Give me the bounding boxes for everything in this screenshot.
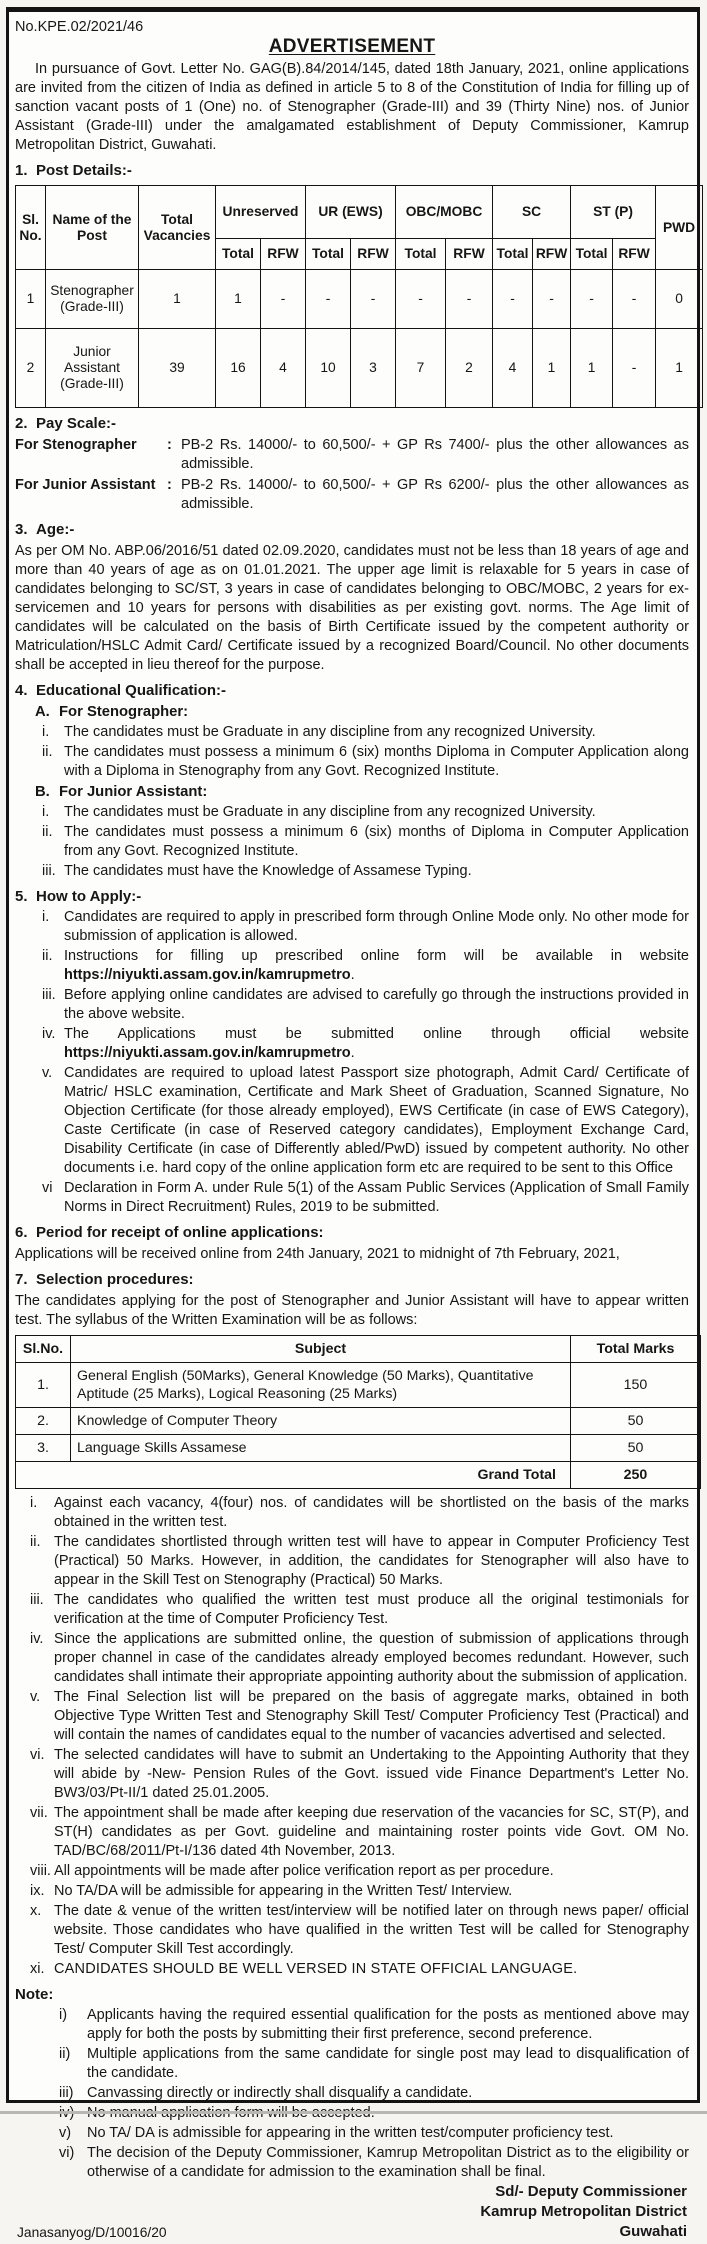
grand-total-value: 250 — [571, 1462, 701, 1489]
cell-value: 16 — [216, 329, 261, 408]
section-number: 6. — [15, 1224, 28, 1241]
col-group-sc: SC — [493, 186, 571, 239]
list-text: CANDIDATES SHOULD BE WELL VERSED IN STATE OFFICIAL LANGUAGE. — [54, 1961, 578, 1977]
list-text: The Applications must be submitted online through official website https://niyukti.assam.gov.in/kamrupmetro. — [64, 1026, 689, 1061]
list-text: Against each vacancy, 4(four) nos. of candidates will be shortlisted on the basis of the marks obtained in the written test. — [54, 1495, 689, 1530]
col-header-vacancies: Total Vacancies — [139, 186, 216, 270]
list-item — [15, 1804, 689, 1861]
col-header-sl-no: Sl. No. — [16, 186, 46, 270]
list-item — [15, 1533, 689, 1590]
list-item — [15, 1630, 689, 1687]
section-number: 4. — [15, 682, 28, 699]
cell-value: - — [446, 270, 493, 329]
list-item — [15, 1064, 689, 1178]
advertisement-document — [6, 7, 700, 2240]
list-text: The candidates must possess a minimum 6 (six) months of Diploma in Computer Application from any Govt. Recognized Institute. — [64, 824, 689, 859]
cell-value: 1 — [533, 329, 571, 408]
subsection-heading-text: For Junior Assistant: — [59, 784, 208, 800]
list-marker: vi — [42, 1180, 53, 1196]
syllabus-table — [15, 1335, 701, 1489]
section-heading — [15, 414, 689, 434]
list-item — [15, 803, 689, 822]
subsection-marker: B. — [35, 784, 50, 800]
table-row — [16, 270, 703, 329]
list-text: Declaration in Form A. under Rule 5(1) of the Assam Public Services (Application of Small Family Norms in Direct Recruitment) Rules, 2019 to be submitted. — [64, 1180, 689, 1215]
cell-value: 4 — [493, 329, 533, 408]
cell-sl: 2 — [16, 329, 46, 408]
list-item — [15, 908, 689, 946]
pay-label: For Stenographer — [15, 437, 137, 453]
section-heading-text: Selection procedures: — [36, 1271, 194, 1288]
cell-subject: Language Skills Assamese — [71, 1435, 571, 1462]
list-marker: vi. — [30, 1747, 45, 1763]
list-text: The date & venue of the written test/interview will be notified later on through news paper/ official website. Those candidates who have qualified in the written Test will be called for Stenography Test/ Computer Skill Test accordingly. — [54, 1903, 689, 1957]
age-paragraph: As per OM No. ABP.06/2016/51 dated 02.09.2020, candidates must not be less than 18 years of age and more than 40 years of age as on 01.01.2021. The upper age limit is relaxable for 5 years in case of candidates belonging to SC/ST, 3 years in case of candidates belonging to OBC/MOBC, 2 years for ex-servicemen and 10 years for persons with disabilities as per existing govt. norms. The Age limit of candidates will be calculated on the basis of Birth Certificate issued by the competent authority or Matriculation/HSLC Admit Card/ Certificate issued by a recognized Board/Council. No other documents shall be accepted in lieu thereof for the purpose. — [15, 543, 689, 673]
sub-header-total: Total — [396, 239, 446, 270]
list-item — [15, 2084, 689, 2103]
table-row — [16, 1363, 701, 1408]
pay-scale-row — [15, 476, 689, 514]
sub-header-total: Total — [493, 239, 533, 270]
list-marker: i. — [42, 909, 50, 925]
cell-sl: 2. — [16, 1408, 71, 1435]
press-reference: Janasanyog/D/10016/20 — [17, 2225, 167, 2240]
col-header-subject: Subject — [71, 1336, 571, 1363]
list-item — [15, 743, 689, 781]
list-item — [15, 986, 689, 1024]
list-item — [15, 2006, 689, 2044]
section-heading-text: How to Apply:- — [36, 888, 142, 905]
document-footer — [15, 2182, 689, 2244]
list-marker: i) — [59, 2007, 68, 2023]
cell-marks: 50 — [571, 1408, 701, 1435]
list-marker: v) — [59, 2125, 72, 2141]
cell-subject: General English (50Marks), General Knowledge (50 Marks), Quantitative Aptitude (25 Marks), Logical Reasoning (25 Marks) — [71, 1363, 571, 1408]
list-marker: vii. — [30, 1805, 48, 1821]
list-item — [15, 1688, 689, 1745]
signature-line: Guwahati — [619, 2223, 687, 2240]
pay-value: PB-2 Rs. 14000/- to 60,500/- + GP Rs 6200/- plus the other allowances as admissible. — [181, 477, 689, 512]
list-text: The candidates must possess a minimum 6 (six) months Diploma in Computer Application along with a Diploma in Stenography from any Govt. Recognized Institute. — [64, 744, 689, 779]
cell-value: 1 — [571, 329, 613, 408]
list-item — [15, 1591, 689, 1629]
col-group-st-p: ST (P) — [571, 186, 656, 239]
intro-paragraph: In pursuance of Govt. Letter No. GAG(B).84/2014/145, dated 18th January, 2021, online applications are invited from the citizen of India as defined in article 5 to 8 of the Constitution of India for filling up of sanction vacant posts of 1 (One) no. of Stenographer (Grade-III) and 39 (Thirty Nine) nos. of Junior Assistant (Grade-III) under the amalgamated establishment of Deputy Commissioner, Kamrup Metropolitan District, Guwahati. — [15, 61, 689, 153]
cell-vacancies: 1 — [139, 270, 216, 329]
cell-value: - — [306, 270, 351, 329]
signature-line: Kamrup Metropolitan District — [480, 2203, 687, 2220]
list-text: No TA/ DA is admissible for appearing in the written test/computer proficiency test. — [87, 2125, 614, 2141]
cell-pwd: 0 — [656, 270, 703, 329]
list-marker: iii) — [59, 2085, 74, 2101]
section-number: 5. — [15, 888, 28, 905]
list-text: The candidates must be Graduate in any discipline from any recognized University. — [64, 724, 596, 740]
subsection-stenographer — [35, 702, 689, 722]
pay-colon: : — [167, 477, 172, 493]
list-item — [15, 2124, 689, 2143]
list-text: Before applying online candidates are advised to carefully go through the instructions provided in the above website. — [64, 987, 689, 1022]
cell-sl: 1 — [16, 270, 46, 329]
cell-value: 3 — [351, 329, 396, 408]
list-text: Candidates are required to upload latest Passport size photograph, Admit Card/ Certificate of Matric/ HSLC examination, Certificate and Mark Sheet of Graduation, Scanned Signature, No Objection Certificate (for those already employed), EWS Certificate (in case of EWS Category), Caste Certificate (in case of Reserved category candidates), Employment Exchange Card, Disability Certificate (in case of Differently abled/PwD) issued by competent authority. No other documents i.e. hard copy of the online application form etc are required to be sent to this Office — [64, 1065, 689, 1176]
section-period — [15, 1223, 689, 1264]
section-heading — [15, 161, 689, 181]
list-marker: viii. — [30, 1863, 51, 1879]
list-item — [15, 947, 689, 985]
list-item — [15, 2144, 689, 2182]
cell-value: - — [261, 270, 306, 329]
section-pay-scale — [15, 414, 689, 514]
sub-header-rfw: RFW — [351, 239, 396, 270]
cell-value: - — [351, 270, 396, 329]
section-heading — [15, 520, 689, 540]
list-item — [15, 823, 689, 861]
list-marker: iii. — [42, 987, 56, 1003]
cell-value: - — [571, 270, 613, 329]
cell-value: - — [613, 329, 656, 408]
grand-total-label: Grand Total — [16, 1462, 571, 1489]
list-item — [15, 1960, 689, 1979]
section-heading-text: Pay Scale:- — [36, 415, 117, 432]
list-marker: v. — [42, 1065, 53, 1081]
signature-block — [480, 2182, 687, 2242]
list-item — [15, 1025, 689, 1063]
subsection-junior-assistant — [35, 782, 689, 802]
col-header-total-marks: Total Marks — [571, 1336, 701, 1363]
section-number: 1. — [15, 162, 28, 179]
section-heading-text: Post Details:- — [36, 162, 132, 179]
list-marker: ii. — [42, 824, 53, 840]
note-heading — [15, 1985, 689, 2005]
cell-vacancies: 39 — [139, 329, 216, 408]
cell-value: - — [396, 270, 446, 329]
list-marker: iv. — [30, 1631, 44, 1647]
sub-header-rfw: RFW — [446, 239, 493, 270]
list-item — [15, 1494, 689, 1532]
cell-value: 4 — [261, 329, 306, 408]
grand-total-row — [16, 1462, 701, 1489]
list-marker: i. — [30, 1495, 38, 1511]
pay-value: PB-2 Rs. 14000/- to 60,500/- + GP Rs 7400/- plus the other allowances as admissible. — [181, 437, 689, 472]
list-text: Instructions for filling up prescribed online form will be available in website https://niyukti.assam.gov.in/kamrupmetro. — [64, 948, 689, 983]
section-number: 2. — [15, 415, 28, 432]
section-selection — [15, 1270, 689, 1979]
section-age — [15, 520, 689, 675]
list-text: All appointments will be made after police verification report as per procedure. — [54, 1863, 554, 1879]
cell-value: 2 — [446, 329, 493, 408]
list-marker: i. — [42, 804, 50, 820]
list-item — [15, 1746, 689, 1803]
list-item — [15, 1882, 689, 1901]
list-marker: x. — [30, 1903, 42, 1919]
period-paragraph: Applications will be received online from 24th January, 2021 to midnight of 7th February, 2021, — [15, 1246, 620, 1262]
cell-sl: 3. — [16, 1435, 71, 1462]
section-number: 7. — [15, 1271, 28, 1288]
table-row — [16, 1435, 701, 1462]
list-text: No TA/DA will be admissible for appearing in the Written Test/ Interview. — [54, 1883, 513, 1899]
list-marker: ii) — [59, 2046, 71, 2062]
list-text: The candidates must have the Knowledge of Assamese Typing. — [64, 863, 472, 879]
application-url: https://niyukti.assam.gov.in/kamrupmetro — [64, 1045, 351, 1061]
document-title: ADVERTISEMENT — [268, 36, 436, 57]
section-heading — [15, 1270, 689, 1290]
pay-colon: : — [167, 437, 172, 453]
list-text: The selected candidates will have to submit an Undertaking to the Appointing Authority that they will abide by -New- Pension Rules of the Govt. issued vide Finance Department's Letter No. BW3/03/Pt-II/1 dated 25.01.2005. — [54, 1747, 689, 1801]
sub-header-rfw: RFW — [533, 239, 571, 270]
scan-edge-artifact — [0, 2111, 707, 2114]
list-marker: xi. — [30, 1961, 45, 1977]
sub-header-total: Total — [306, 239, 351, 270]
list-marker: ii. — [42, 744, 53, 760]
list-text: Candidates are required to apply in prescribed form through Online Mode only. No other mode for submission of application is allowed. — [64, 909, 689, 944]
table-row — [16, 1408, 701, 1435]
list-marker: iii. — [42, 863, 56, 879]
list-marker: ix. — [30, 1883, 45, 1899]
section-heading — [15, 1223, 689, 1243]
list-marker: ii. — [30, 1534, 41, 1550]
col-group-obc-mobc: OBC/MOBC — [396, 186, 493, 239]
cell-value: 1 — [216, 270, 261, 329]
cell-value: 10 — [306, 329, 351, 408]
signature-line: Sd/- Deputy Commissioner — [495, 2183, 687, 2200]
section-education — [15, 681, 689, 881]
col-group-ur-ews: UR (EWS) — [306, 186, 396, 239]
cell-marks: 50 — [571, 1435, 701, 1462]
list-item — [15, 2045, 689, 2083]
list-text: Since the applications are submitted online, the question of submission of applications through proper channel in case of the candidates already employed becomes redundant. However, such candidates shall intimate their appropriate appointing authority about the submission of application. — [54, 1631, 689, 1685]
subsection-heading-text: For Stenographer: — [59, 704, 189, 720]
cell-marks: 150 — [571, 1363, 701, 1408]
sub-header-rfw: RFW — [613, 239, 656, 270]
list-item — [15, 1862, 689, 1881]
list-marker: iii. — [30, 1592, 44, 1608]
cell-sl: 1. — [16, 1363, 71, 1408]
cell-post-name: Stenographer (Grade-III) — [46, 270, 139, 329]
subsection-marker: A. — [35, 704, 50, 720]
list-item — [15, 1902, 689, 1959]
section-post-details — [15, 161, 696, 408]
sub-header-total: Total — [216, 239, 261, 270]
list-text: The decision of the Deputy Commissioner, Kamrup Metropolitan District as to the eligibility or otherwise of a candidate for admission to the examination shall be final. — [87, 2145, 689, 2180]
list-text: The appointment shall be made after keeping due reservation of the vacancies for SC, ST(P), and ST(H) candidates as per Govt. guideline and maintaining roster points vide Govt. OM No. TAD/BC/68/2011/Pt-I/136 dated 4th November, 2013. — [54, 1805, 689, 1859]
cell-post-name: Junior Assistant (Grade-III) — [46, 329, 139, 408]
list-text: Applicants having the required essential qualification for the posts as mentioned above may apply for both the posts by submitting their first preference, second preference. — [87, 2007, 689, 2042]
col-header-pwd: PWD — [656, 186, 703, 270]
col-header-name: Name of the Post — [46, 186, 139, 270]
section-note — [15, 1985, 689, 2182]
list-text: Canvassing directly or indirectly shall disqualify a candidate. — [87, 2085, 473, 2101]
list-item — [15, 1179, 689, 1217]
col-group-unreserved: Unreserved — [216, 186, 306, 239]
list-text: The Final Selection list will be prepared on the basis of aggregate marks, obtained in both Objective Type Written Test and Stenography Skill Test/ Computer Proficiency Test (Practical) and will contain the names of candidates equal to the number of vacancies advertised and selected. — [54, 1689, 689, 1743]
list-marker: i. — [42, 724, 50, 740]
list-text: The candidates shortlisted through written test will have to appear in Computer Proficiency Test (Practical) 50 Marks. However, in addition, the candidates for Stenographer will also have to appear in the Skill Test on Stenography (Practical) 50 Marks. — [54, 1534, 689, 1588]
reference-number: No.KPE.02/2021/46 — [15, 19, 144, 35]
cell-subject: Knowledge of Computer Theory — [71, 1408, 571, 1435]
selection-paragraph: The candidates applying for the post of Stenographer and Junior Assistant will have to appear written test. The syllabus of the Written Examination will be as follows: — [15, 1293, 689, 1328]
section-number: 3. — [15, 521, 28, 538]
col-header-sl-no: Sl.No. — [16, 1336, 71, 1363]
note-heading-text: Note: — [15, 1986, 54, 2003]
vacancy-table — [15, 185, 703, 408]
list-text: The candidates must be Graduate in any discipline from any recognized University. — [64, 804, 596, 820]
table-row — [16, 329, 703, 408]
cell-value: - — [493, 270, 533, 329]
list-item — [15, 723, 689, 742]
list-item — [15, 862, 689, 881]
cell-pwd: 1 — [656, 329, 703, 408]
cell-value: - — [533, 270, 571, 329]
section-heading — [15, 681, 689, 701]
application-url: https://niyukti.assam.gov.in/kamrupmetro — [64, 967, 351, 983]
sub-header-total: Total — [571, 239, 613, 270]
section-heading-text: Educational Qualification:- — [36, 682, 227, 699]
cell-value: 7 — [396, 329, 446, 408]
list-marker: vi) — [59, 2145, 75, 2161]
section-heading — [15, 887, 689, 907]
pay-label: For Junior Assistant — [15, 477, 156, 493]
list-marker: ii. — [42, 948, 53, 964]
cell-value: - — [613, 270, 656, 329]
pay-scale-row — [15, 436, 689, 474]
sub-header-rfw: RFW — [261, 239, 306, 270]
section-heading-text: Age:- — [36, 521, 75, 538]
list-text: Multiple applications from the same candidate for single post may lead to disqualification of the candidate. — [87, 2046, 689, 2081]
list-marker: iv. — [42, 1026, 56, 1042]
section-how-to-apply — [15, 887, 689, 1217]
list-marker: v. — [30, 1689, 41, 1705]
section-heading-text: Period for receipt of online applications: — [36, 1224, 324, 1241]
list-text: The candidates who qualified the written test must produce all the original testimonials for verification at the time of Computer Proficiency Test. — [54, 1592, 689, 1627]
